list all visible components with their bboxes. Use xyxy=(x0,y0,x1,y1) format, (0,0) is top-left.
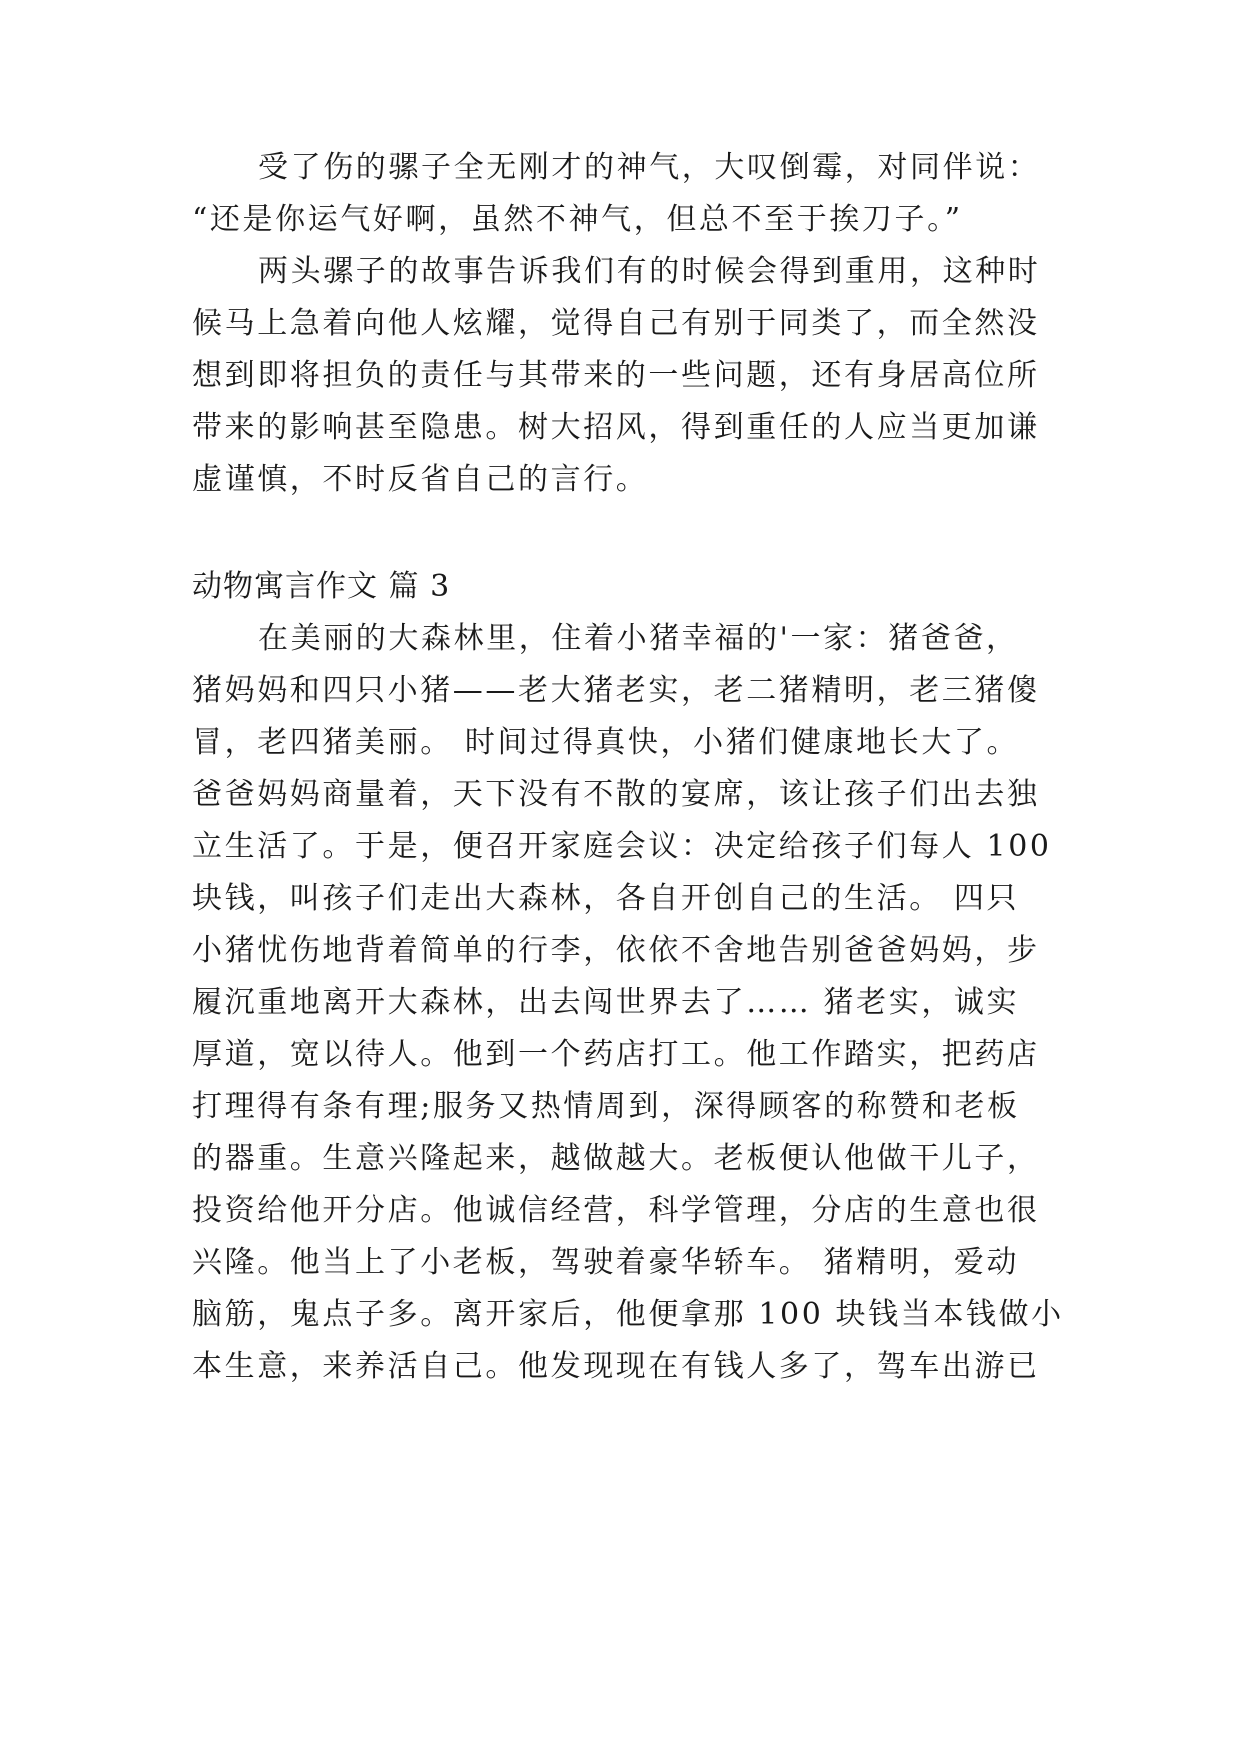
paragraph-line: 两头骡子的故事告诉我们有的时候会得到重用，这种时 xyxy=(258,254,1041,289)
paragraph-line: 的器重。生意兴隆起来，越做越大。老板便认他做干儿子， xyxy=(192,1141,1040,1176)
section-heading: 动物寓言作文 篇 3 xyxy=(192,569,451,604)
paragraph-line: 兴隆。他当上了小老板，驾驶着豪华轿车。 猪精明，爱动 xyxy=(192,1245,1020,1280)
paragraph-line: 在美丽的大森林里，住着小猪幸福的'一家：猪爸爸， xyxy=(258,621,1019,656)
paragraph-line: 候马上急着向他人炫耀，觉得自己有别于同类了，而全然没 xyxy=(192,306,1040,341)
paragraph-line: 冒，老四猪美丽。 时间过得真快，小猪们健康地长大了。 xyxy=(192,725,1020,760)
paragraph-line: 立生活了。于是，便召开家庭会议：决定给孩子们每人 100 xyxy=(192,829,1052,864)
paragraph-line: 带来的影响甚至隐患。树大招风，得到重任的人应当更加谦 xyxy=(192,410,1040,445)
paragraph-line: “还是你运气好啊，虽然不神气，但总不至于挨刀子。” xyxy=(192,202,963,237)
paragraph-line: 本生意，来养活自己。他发现现在有钱人多了，驾车出游已 xyxy=(192,1349,1040,1384)
paragraph-line: 打理得有条有理;服务又热情周到，深得顾客的称赞和老板 xyxy=(192,1089,1020,1124)
paragraph-line: 受了伤的骡子全无刚才的神气，大叹倒霉，对同伴说： xyxy=(258,150,1041,185)
paragraph-line: 爸爸妈妈商量着，天下没有不散的宴席，该让孩子们出去独 xyxy=(192,777,1040,812)
paragraph-line: 履沉重地离开大森林，出去闯世界去了…… 猪老实，诚实 xyxy=(192,985,1020,1020)
paragraph-line: 虚谨慎，不时反省自己的言行。 xyxy=(192,462,649,497)
paragraph-line: 小猪忧伤地背着简单的行李，依依不舍地告别爸爸妈妈，步 xyxy=(192,933,1040,968)
paragraph-line: 猪妈妈和四只小猪——老大猪老实，老二猪精明，老三猪傻 xyxy=(192,673,1040,708)
paragraph-line: 投资给他开分店。他诚信经营，科学管理，分店的生意也很 xyxy=(192,1193,1040,1228)
paragraph-line: 想到即将担负的责任与其带来的一些问题，还有身居高位所 xyxy=(192,358,1040,393)
paragraph-line: 厚道，宽以待人。他到一个药店打工。他工作踏实，把药店 xyxy=(192,1037,1040,1072)
paragraph-line: 块钱，叫孩子们走出大森林，各自开创自己的生活。 四只 xyxy=(192,881,1020,916)
paragraph-line: 脑筋，鬼点子多。离开家后，他便拿那 100 块钱当本钱做小 xyxy=(192,1297,1064,1332)
